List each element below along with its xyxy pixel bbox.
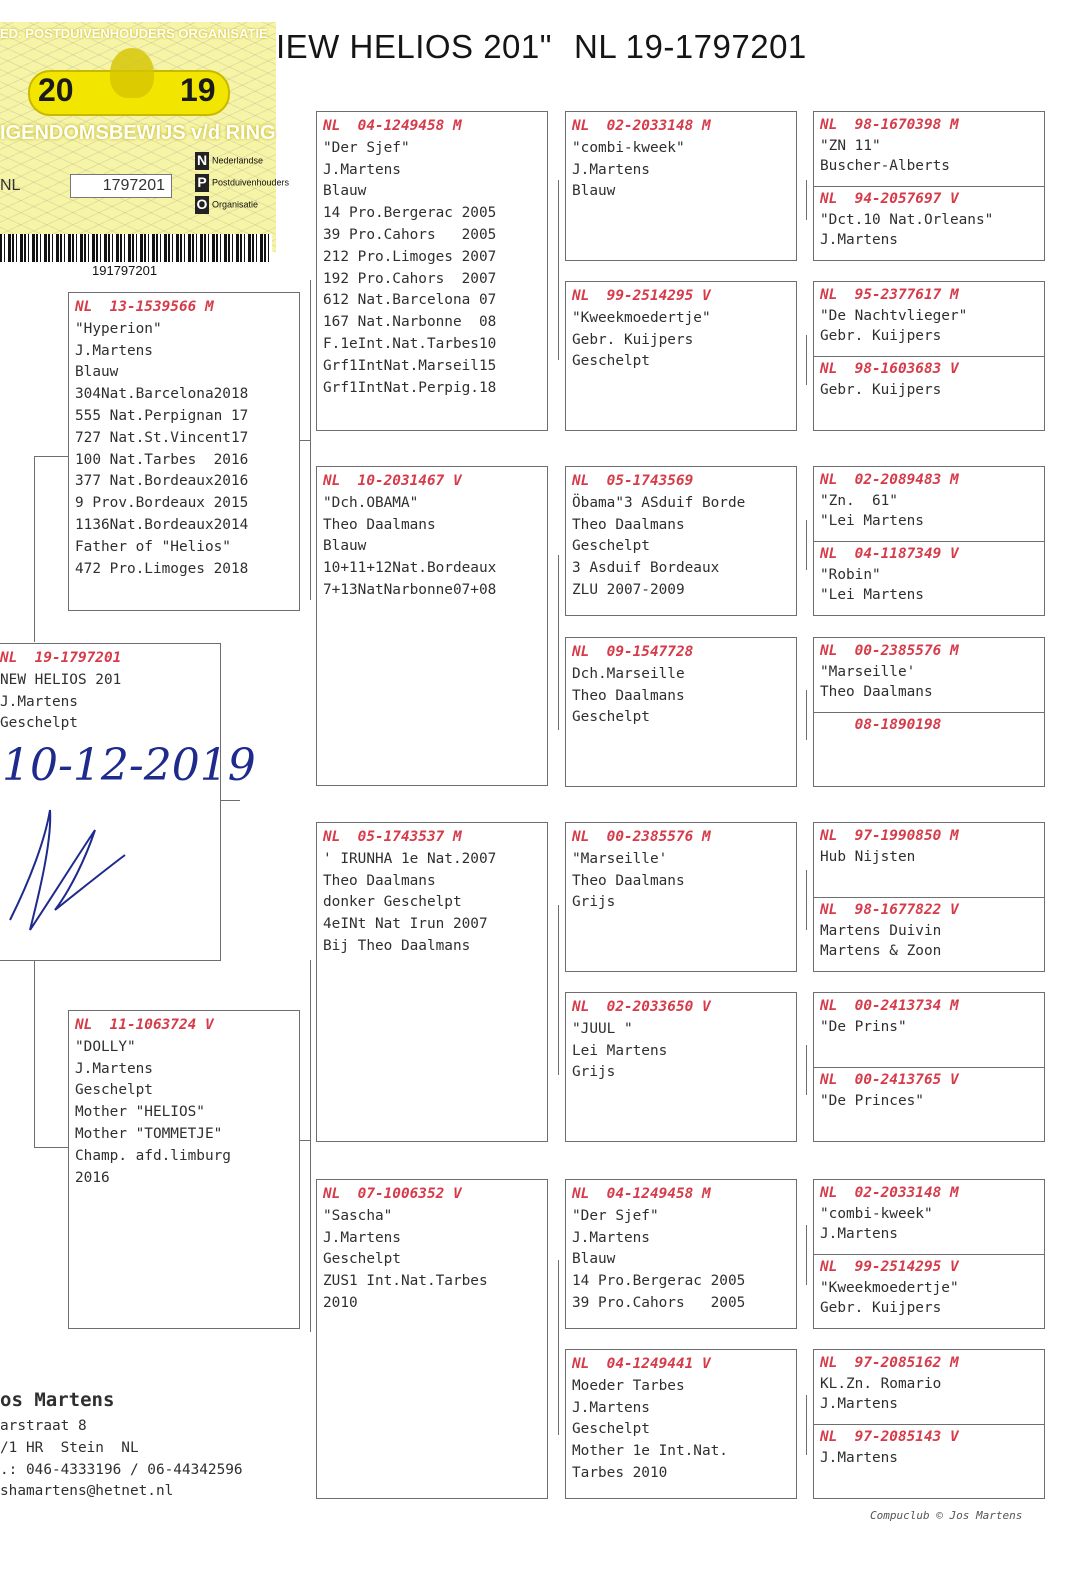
dam-line: Mother "HELIOS": [75, 1104, 205, 1121]
grandparent-line: Theo Daalmans: [323, 872, 436, 889]
great-grandparent-ring: NL 02-2033148 M: [572, 118, 711, 134]
box-divider: [814, 186, 1044, 187]
connector-line: [806, 1045, 807, 1095]
grandparent-line: J.Martens: [323, 1229, 401, 1246]
gen4-ring: NL 00-2413765 V: [820, 1072, 959, 1088]
great-grandparent-line: 3 Asduif Bordeaux: [572, 560, 720, 577]
grandparent-line: 212 Pro.Limoges 2007: [323, 248, 497, 265]
great-grandparent-line: Theo Daalmans: [572, 687, 685, 704]
gen4-line: "ZN 11": [820, 137, 881, 154]
great-grandparent-line: J.Martens: [572, 161, 650, 178]
footer-credit: Compuclub © Jos Martens: [870, 1509, 1023, 1522]
dam-line: J.Martens: [75, 1060, 153, 1077]
grandparent-line: Geschelpt: [323, 1251, 401, 1268]
box-divider: [814, 1254, 1044, 1255]
handwritten-date: 10-12-2019: [2, 740, 256, 791]
grandparent-box: [316, 466, 548, 786]
npo-letter: N: [196, 152, 208, 168]
grandparent-box: [316, 822, 548, 1142]
gen4-box: [813, 992, 1045, 1142]
great-grandparent-line: Mother 1e Int.Nat.: [572, 1443, 728, 1460]
grandparent-line: 2010: [323, 1294, 358, 1311]
connector-line: [218, 800, 240, 801]
gen4-line: "De Princes": [820, 1092, 924, 1109]
great-grandparent-line: 39 Pro.Cahors 2005: [572, 1294, 746, 1311]
gen4-line: "Kweekmoedertje": [820, 1279, 959, 1296]
great-grandparent-line: Theo Daalmans: [572, 516, 685, 533]
owner-line: /1 HR Stein NL: [0, 1439, 139, 1456]
sire-ring: NL 13-1539566 M: [75, 299, 214, 315]
gen4-ring: NL 97-1990850 M: [820, 828, 959, 844]
gen4-line: Theo Daalmans: [820, 684, 933, 700]
great-grandparent-box: [565, 281, 797, 431]
great-grandparent-line: Öbama"3 ASduif Borde: [572, 494, 746, 511]
connector-line: [806, 520, 807, 570]
sire-line: 304Nat.Barcelona2018: [75, 386, 249, 403]
owner-line: .: 046-4333196 / 06-44342596: [0, 1461, 243, 1478]
barcode-number: 191797201: [92, 263, 158, 278]
gen4-ring: NL 99-2514295 V: [820, 1259, 959, 1275]
great-grandparent-line: Geschelpt: [572, 709, 650, 726]
grandparent-ring: NL 07-1006352 V: [323, 1186, 462, 1202]
grandparent-line: J.Martens: [323, 161, 401, 178]
gen4-box: [813, 822, 1045, 972]
gen4-line: J.Martens: [820, 1449, 898, 1466]
connector-line: [806, 690, 807, 740]
grandparent-box: [316, 111, 548, 431]
grandparent-line: 612 Nat.Barcelona 07: [323, 292, 497, 309]
grandparent-line: "Dch.OBAMA": [323, 494, 419, 511]
great-grandparent-ring: NL 04-1249458 M: [572, 1186, 711, 1202]
great-grandparent-box: [565, 1349, 797, 1499]
connector-line: [300, 440, 310, 441]
grandparent-box: [316, 1179, 548, 1499]
gen4-ring: NL 94-2057697 V: [820, 191, 959, 207]
great-grandparent-line: ZLU 2007-2009: [572, 581, 685, 598]
connector-line: [300, 1140, 310, 1141]
grandparent-line: Grf1IntNat.Marseil15: [323, 357, 497, 374]
great-grandparent-line: Lei Martens: [572, 1042, 668, 1059]
subject-line: Geschelpt: [0, 715, 78, 732]
gen4-ring: NL 00-2385576 M: [820, 643, 959, 659]
grandparent-line: Theo Daalmans: [323, 516, 436, 533]
gen4-ring: NL 02-2033148 M: [820, 1185, 959, 1201]
great-grandparent-line: "Marseille': [572, 850, 668, 867]
connector-line: [310, 960, 311, 1332]
connector-line: [310, 280, 311, 600]
great-grandparent-line: Geschelpt: [572, 538, 650, 555]
year-right: 19: [180, 72, 216, 108]
grandparent-line: 10+11+12Nat.Bordeaux: [323, 560, 497, 577]
certificate-ring-number: 1797201: [70, 174, 172, 198]
gen4-ring: 08-1890198: [820, 717, 942, 733]
great-grandparent-line: "Kweekmoedertje": [572, 309, 711, 326]
certificate-heading: IGENDOMSBEWIJS v/d RING: [0, 122, 276, 144]
grandparent-line: 14 Pro.Bergerac 2005: [323, 205, 497, 222]
connector-line: [34, 456, 68, 457]
great-grandparent-line: 14 Pro.Bergerac 2005: [572, 1273, 746, 1290]
lion-crest-icon: [110, 48, 154, 98]
grandparent-line: F.1eInt.Nat.Tarbes10: [323, 335, 497, 352]
certificate-country: NL: [0, 177, 21, 194]
grandparent-line: 39 Pro.Cahors 2005: [323, 226, 497, 243]
dam-line: Mother "TOMMETJE": [75, 1125, 223, 1142]
connector-line: [558, 1260, 559, 1435]
connector-line: [806, 870, 807, 930]
grandparent-line: "Der Sjef": [323, 139, 410, 156]
gen4-line: Gebr. Kuijpers: [820, 381, 942, 398]
gen4-line: "Dct.10 Nat.Orleans": [820, 211, 994, 228]
gen4-ring: NL 98-1677822 V: [820, 902, 959, 918]
dam-line: "DOLLY": [75, 1038, 136, 1055]
sire-line: "Hyperion": [75, 320, 162, 337]
gen4-line: "Zn. 61": [820, 492, 898, 509]
box-divider: [814, 1067, 1044, 1068]
connector-line: [806, 335, 807, 385]
owner-email: shamartens@hetnet.nl: [0, 1483, 174, 1500]
gen4-line: Hub Nijsten: [820, 848, 916, 865]
great-grandparent-line: "Der Sjef": [572, 1207, 659, 1224]
grandparent-line: Grf1IntNat.Perpig.18: [323, 379, 497, 396]
gen4-line: "Robin": [820, 566, 881, 583]
gen4-line: Martens & Zoon: [820, 943, 942, 959]
dam-line: Champ. afd.limburg: [75, 1147, 231, 1164]
great-grandparent-box: [565, 992, 797, 1142]
gen4-ring: NL 97-2085143 V: [820, 1429, 959, 1445]
great-grandparent-line: J.Martens: [572, 1399, 650, 1416]
gen4-ring: NL 02-2089483 M: [820, 472, 959, 488]
box-divider: [814, 897, 1044, 898]
gen4-box: [813, 637, 1045, 787]
great-grandparent-box: [565, 637, 797, 787]
signature-icon: [0, 800, 130, 940]
connector-line: [558, 905, 559, 1075]
gen4-line: "Marseille': [820, 663, 916, 680]
grandparent-line: ZUS1 Int.Nat.Tarbes: [323, 1273, 488, 1290]
gen4-line: "Lei Martens: [820, 513, 924, 529]
sire-line: 1136Nat.Bordeaux2014: [75, 516, 249, 533]
connector-line: [558, 180, 559, 360]
great-grandparent-box: [565, 466, 797, 616]
grandparent-ring: NL 04-1249458 M: [323, 118, 462, 134]
connector-line: [806, 1395, 807, 1455]
great-grandparent-line: "JUUL ": [572, 1020, 633, 1037]
dam-ring: NL 11-1063724 V: [75, 1017, 214, 1033]
great-grandparent-line: Geschelpt: [572, 1421, 650, 1438]
owner-line: arstraat 8: [0, 1418, 87, 1434]
great-grandparent-ring: NL 05-1743569: [572, 473, 694, 489]
grandparent-line: Blauw: [323, 538, 367, 555]
npo-word: Postduivenhouders: [212, 177, 290, 188]
great-grandparent-box: [565, 822, 797, 972]
gen4-line: KL.Zn. Romario: [820, 1375, 942, 1392]
great-grandparent-line: Gebr. Kuijpers: [572, 331, 694, 348]
great-grandparent-box: [565, 1179, 797, 1329]
gen4-ring: NL 95-2377617 M: [820, 287, 959, 303]
connector-line: [34, 961, 35, 1147]
great-grandparent-line: Moeder Tarbes: [572, 1377, 685, 1394]
connector-line: [806, 1225, 807, 1285]
npo-logo: [195, 152, 289, 218]
sire-box: [68, 292, 300, 611]
gen4-line: J.Martens: [820, 1226, 898, 1242]
pigeon-name: IEW HELIOS 201": [276, 28, 552, 65]
pedigree-title: [276, 28, 807, 66]
gen4-box: [813, 466, 1045, 616]
gen4-box: [813, 281, 1045, 431]
box-divider: [814, 541, 1044, 542]
dam-line: Geschelpt: [75, 1082, 153, 1099]
great-grandparent-line: Tarbes 2010: [572, 1464, 668, 1481]
great-grandparent-line: Grijs: [572, 1064, 616, 1081]
certificate-org: ED. POSTDUIVENHOUDERS ORGANISATIE: [0, 26, 268, 41]
grandparent-line: Blauw: [323, 183, 367, 200]
gen4-line: "De Nachtvlieger": [820, 307, 968, 324]
great-grandparent-line: Geschelpt: [572, 353, 650, 370]
sire-line: Father of "Helios": [75, 538, 231, 555]
gen4-line: Gebr. Kuijpers: [820, 328, 942, 344]
gen4-line: Buscher-Alberts: [820, 158, 950, 174]
gen4-ring: NL 98-1670398 M: [820, 117, 959, 133]
gen4-ring: NL 98-1603683 V: [820, 361, 959, 377]
year-left: 20: [38, 72, 74, 108]
gen4-line: Martens Duivin: [820, 922, 942, 939]
dam-box: [68, 1010, 300, 1329]
npo-word: Organisatie: [212, 199, 259, 210]
great-grandparent-line: "combi-kweek": [572, 139, 685, 156]
great-grandparent-line: Grijs: [572, 894, 616, 911]
ring-certificate: [0, 22, 290, 280]
great-grandparent-ring: NL 02-2033650 V: [572, 999, 711, 1015]
gen4-line: "combi-kweek": [820, 1205, 933, 1222]
great-grandparent-ring: NL 00-2385576 M: [572, 829, 711, 845]
grandparent-line: donker Geschelpt: [323, 894, 462, 911]
grandparent-line: 7+13NatNarbonne07+08: [323, 581, 497, 598]
connector-line: [34, 1147, 68, 1148]
box-divider: [814, 712, 1044, 713]
gen4-line: "De Prins": [820, 1018, 907, 1035]
barcode: [0, 234, 272, 262]
sire-line: J.Martens: [75, 342, 153, 359]
npo-letter: P: [195, 174, 209, 192]
grandparent-line: 192 Pro.Cahors 2007: [323, 270, 497, 287]
great-grandparent-line: Dch.Marseille: [572, 665, 685, 682]
great-grandparent-line: Theo Daalmans: [572, 872, 685, 889]
grandparent-line: "Sascha": [323, 1207, 393, 1224]
great-grandparent-ring: NL 99-2514295 V: [572, 288, 711, 304]
great-grandparent-line: Blauw: [572, 183, 616, 200]
owner-name: os Martens: [0, 1389, 115, 1411]
grandparent-line: 167 Nat.Narbonne 08: [323, 314, 497, 331]
sire-line: 472 Pro.Limoges 2018: [75, 560, 249, 577]
owner-address: [0, 1386, 243, 1503]
gen4-line: J.Martens: [820, 1396, 898, 1412]
great-grandparent-ring: NL 04-1249441 V: [572, 1356, 711, 1372]
subject-line: NEW HELIOS 201: [0, 671, 122, 688]
gen4-box: [813, 111, 1045, 261]
subject-line: J.Martens: [0, 693, 78, 710]
box-divider: [814, 1424, 1044, 1425]
dam-line: 2016: [75, 1169, 110, 1186]
connector-line: [558, 555, 559, 730]
sire-line: 9 Prov.Bordeaux 2015: [75, 495, 249, 512]
gen4-ring: NL 04-1187349 V: [820, 546, 959, 562]
gen4-line: J.Martens: [820, 232, 898, 248]
pigeon-ring: NL 19-1797201: [573, 28, 807, 65]
grandparent-line: 4eINt Nat Irun 2007: [323, 916, 488, 933]
gen4-ring: NL 00-2413734 M: [820, 998, 959, 1014]
gen4-box: [813, 1349, 1045, 1499]
gen4-line: "Lei Martens: [820, 587, 924, 603]
sire-line: 555 Nat.Perpignan 17: [75, 407, 249, 424]
subject-ring: NL 19-1797201: [0, 650, 122, 666]
grandparent-line: ' IRUNHA 1e Nat.2007: [323, 850, 497, 867]
npo-word: Nederlandse: [212, 155, 264, 166]
npo-letter: O: [196, 196, 208, 212]
gen4-ring: NL 97-2085162 M: [820, 1355, 959, 1371]
grandparent-ring: NL 05-1743537 M: [323, 829, 462, 845]
great-grandparent-box: [565, 111, 797, 261]
great-grandparent-line: J.Martens: [572, 1229, 650, 1246]
grandparent-line: Bij Theo Daalmans: [323, 937, 471, 954]
sire-line: 727 Nat.St.Vincent17: [75, 429, 249, 446]
gen4-line: Gebr. Kuijpers: [820, 1300, 942, 1316]
gen4-box: [813, 1179, 1045, 1329]
box-divider: [814, 356, 1044, 357]
connector-line: [806, 180, 807, 220]
great-grandparent-ring: NL 09-1547728: [572, 644, 694, 660]
sire-line: 377 Nat.Bordeaux2016: [75, 473, 249, 490]
sire-line: 100 Nat.Tarbes 2016: [75, 451, 249, 468]
great-grandparent-line: Blauw: [572, 1251, 616, 1268]
sire-line: Blauw: [75, 364, 119, 381]
connector-line: [34, 456, 35, 642]
grandparent-ring: NL 10-2031467 V: [323, 473, 462, 489]
